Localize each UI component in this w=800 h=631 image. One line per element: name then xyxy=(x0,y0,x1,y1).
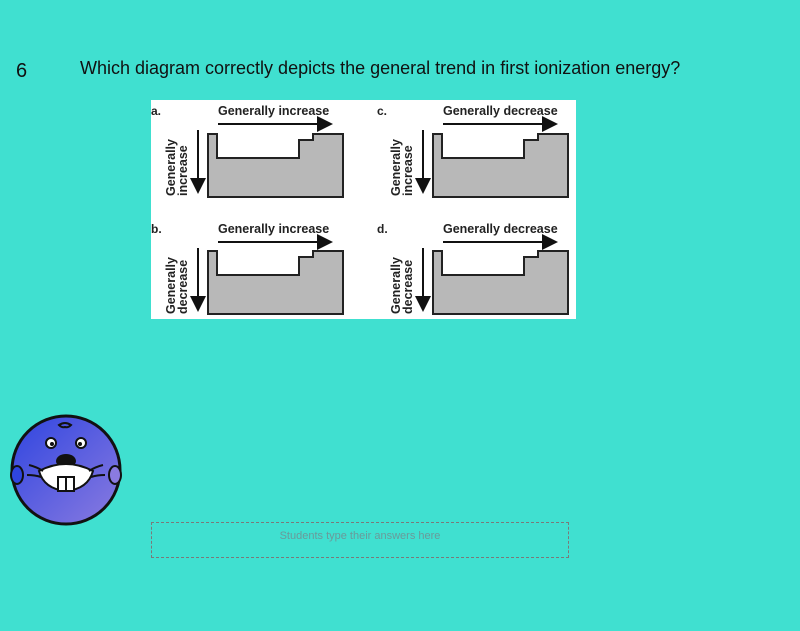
periodic-table-shape-d xyxy=(433,251,568,314)
panel-letter-b: b. xyxy=(151,222,162,236)
periodic-table-shape-b xyxy=(208,251,343,314)
periodic-table-shape-a xyxy=(208,134,343,197)
question-number: 6 xyxy=(16,60,28,82)
panel-a-horizontal-label: Generally increase xyxy=(218,104,330,118)
panel-letter-d: d. xyxy=(377,222,388,236)
panel-d-vertical-label-1: Generally xyxy=(389,257,403,314)
panel-d-vertical-label-2: decrease xyxy=(401,259,415,314)
panel-a-vertical-label-2: increase xyxy=(176,145,190,196)
panel-b-horizontal-label: Generally increase xyxy=(218,222,330,236)
beaver-mascot-icon xyxy=(9,413,125,529)
panel-b-vertical-label-2: decrease xyxy=(176,259,190,314)
question-text: Which diagram correctly depicts the general trend in first ionization energy? xyxy=(80,58,681,78)
panel-c-horizontal-label: Generally decrease xyxy=(443,104,558,118)
panel-letter-a: a. xyxy=(151,104,162,118)
panel-c xyxy=(377,104,568,197)
panel-c-vertical-label-1: Generally xyxy=(389,139,403,196)
panel-d-horizontal-label: Generally decrease xyxy=(443,222,558,236)
panel-letter-c: c. xyxy=(377,104,388,118)
panel-a-vertical-label-1: Generally xyxy=(164,139,178,196)
panel-d xyxy=(377,222,568,314)
ionization-trend-figure xyxy=(151,100,576,319)
answer-input[interactable] xyxy=(152,523,568,557)
answer-box[interactable] xyxy=(151,522,569,558)
panel-b-vertical-label-1: Generally xyxy=(164,257,178,314)
panel-c-vertical-label-2: increase xyxy=(401,145,415,196)
panel-a xyxy=(151,104,343,197)
trend-diagrams-svg xyxy=(151,100,576,319)
periodic-table-shape-c xyxy=(433,134,568,197)
panel-b xyxy=(151,222,343,314)
